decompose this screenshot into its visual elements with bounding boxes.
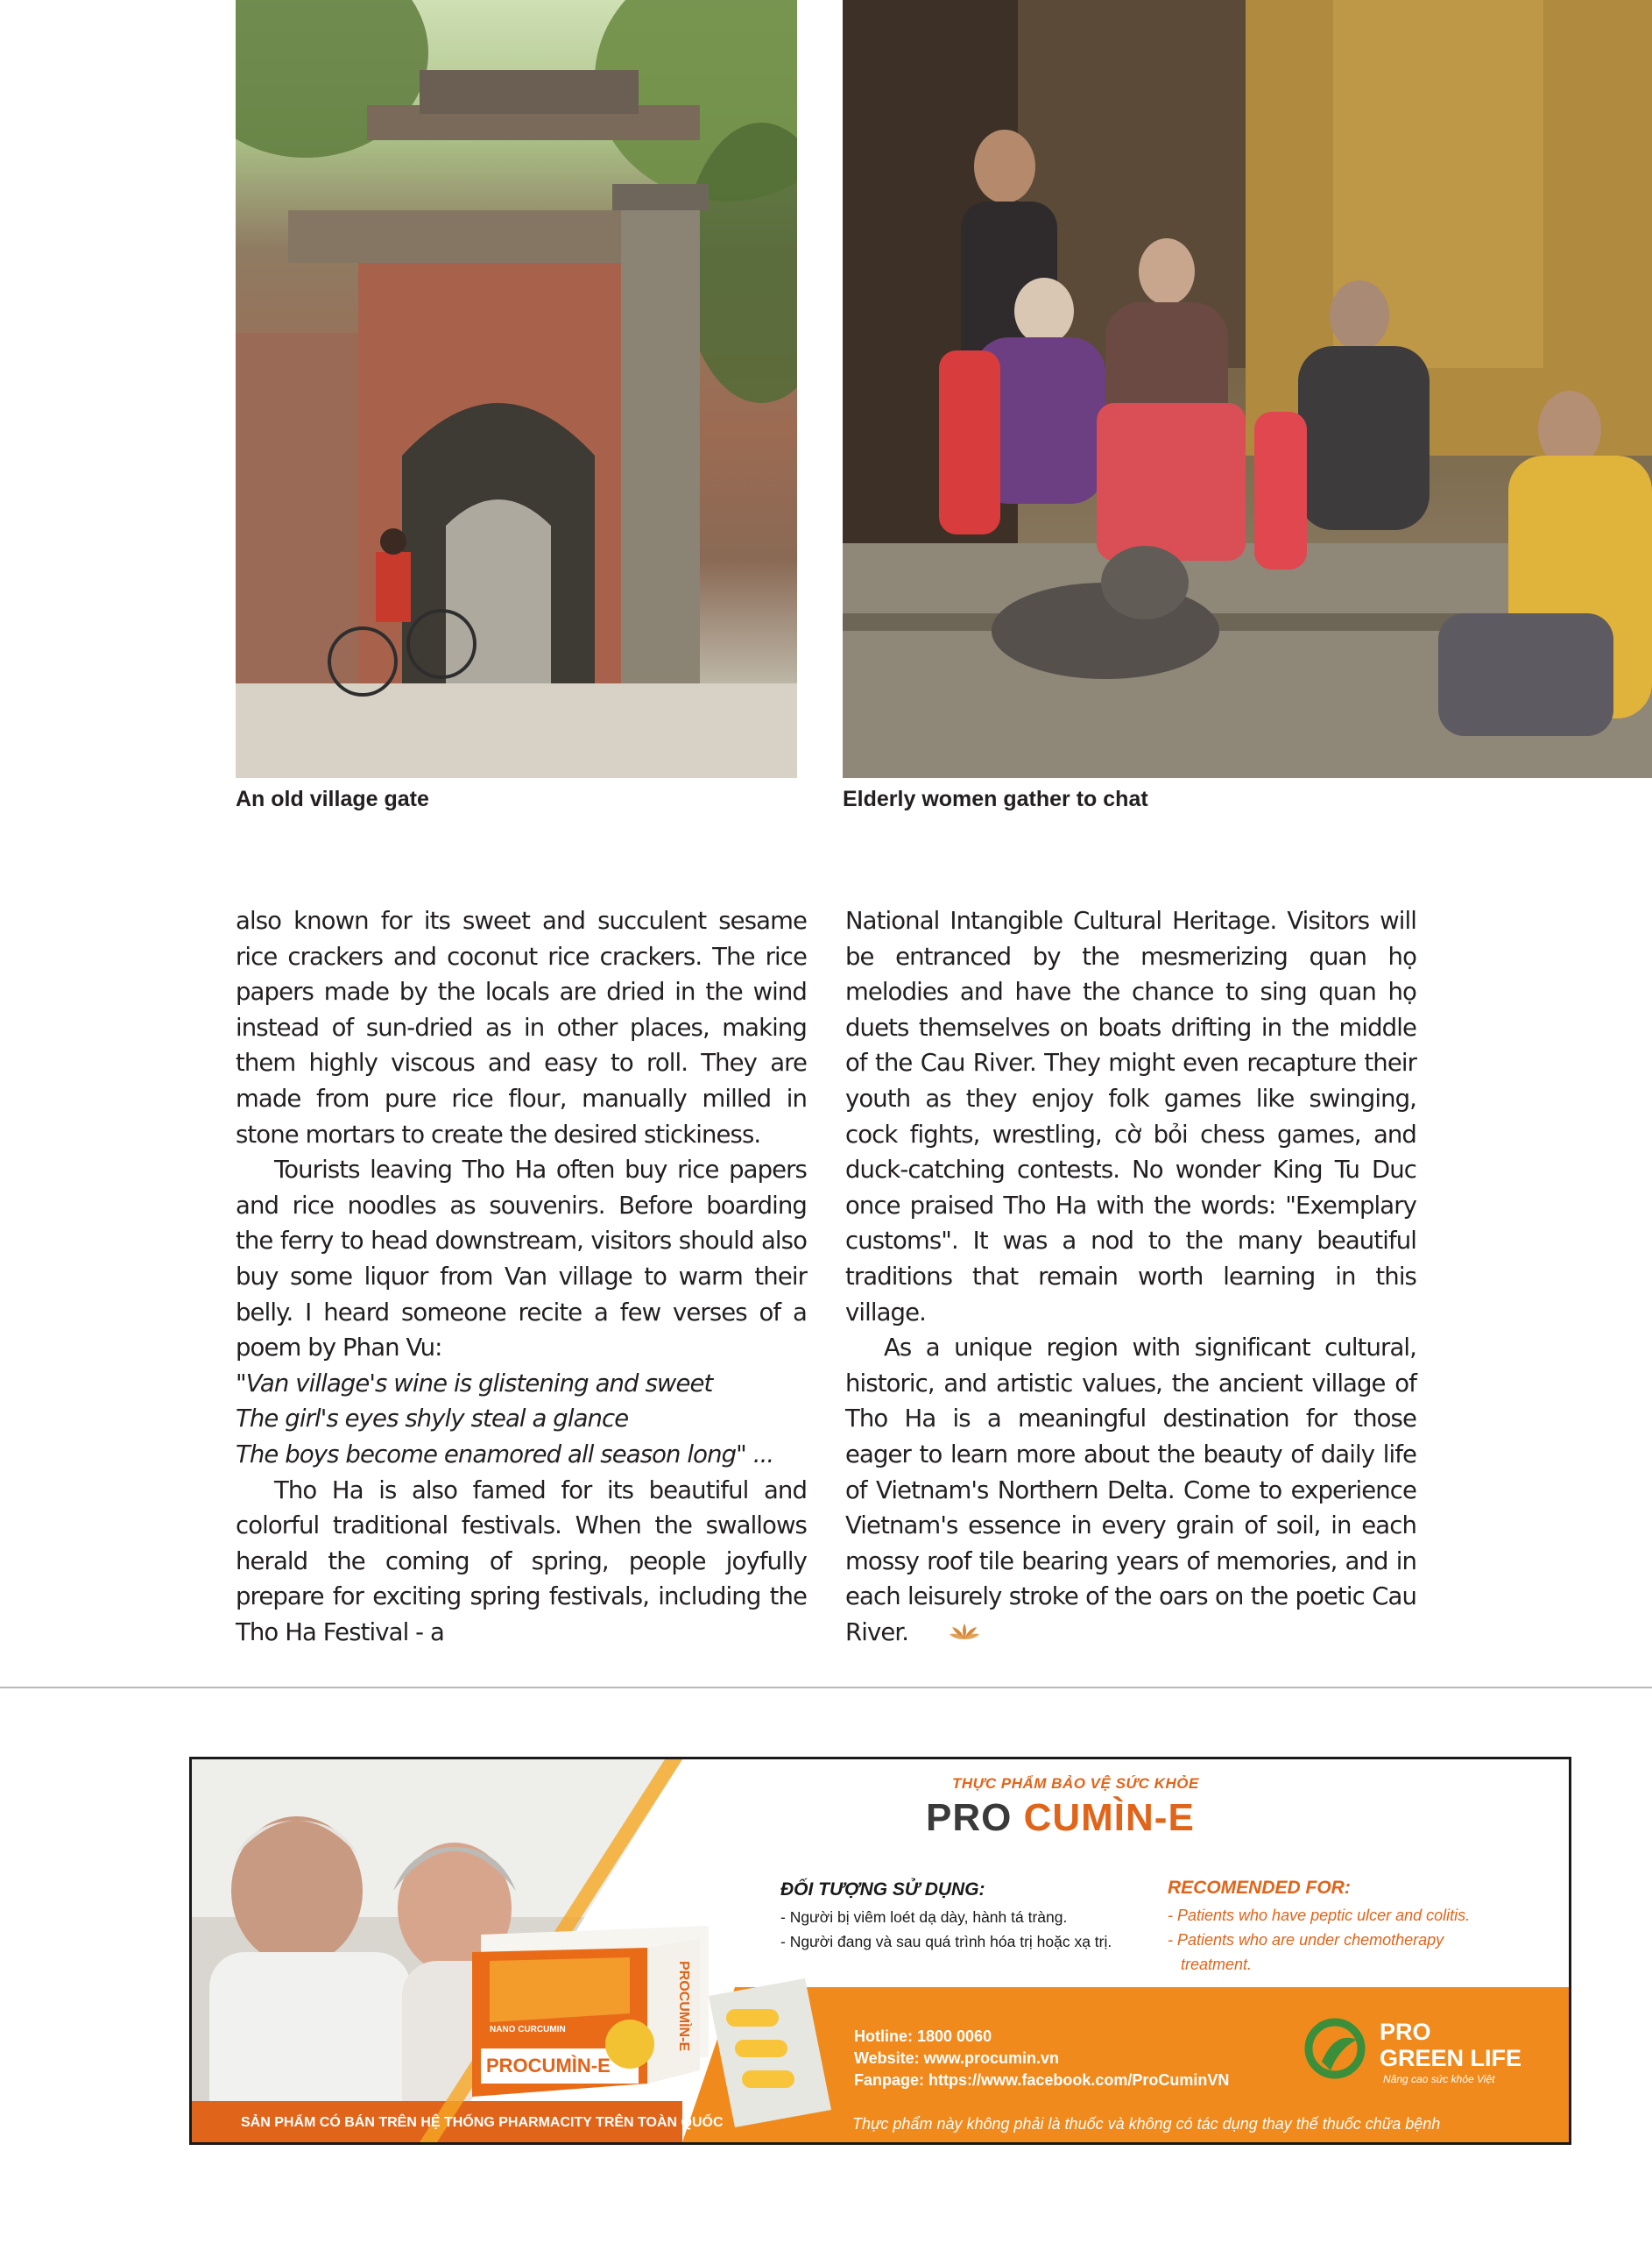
ad-hotline: Hotline: 1800 0060 (854, 2027, 992, 2045)
ad-logo-slogan: Nâng cao sức khỏe Việt (1383, 2073, 1495, 2085)
box-side-label: PROCUMÌN-E (676, 1961, 691, 2052)
photo-elderly-women (843, 0, 1652, 778)
ad-vn-item: - Người bị viêm loét dạ dày, hành tá tràng. (780, 1908, 1068, 1926)
elderly-women-illustration (843, 0, 1652, 778)
section-divider (0, 1687, 1652, 1688)
ad-footer-left: SẢN PHẨM CÓ BÁN TRÊN HỆ THỐNG PHARMACITY TRÊN TOÀN QUỐC (241, 2115, 724, 2130)
poem-line: The girl's eyes shyly steal a glance (236, 1405, 629, 1433)
box-brand-label: PROCUMÌN-E (486, 2055, 611, 2077)
poem-line: The boys become enamored all season long" ... (236, 1440, 774, 1468)
ad-en-item: - Patients who are under chemotherapy (1168, 1931, 1444, 1949)
village-gate-illustration (236, 0, 797, 778)
ad-brand-pro: PRO (926, 1796, 1013, 1839)
article-right-column (845, 903, 1416, 1651)
paragraph-final (845, 1330, 1416, 1651)
ad-en-heading: RECOMENDED FOR: (1168, 1878, 1351, 1898)
lotus-end-mark-icon (910, 1616, 980, 1652)
ad-tagline: THỰC PHẨM BẢO VỆ SỨC KHỎE (952, 1775, 1199, 1792)
caption-village-gate: An old village gate (236, 787, 429, 811)
paragraph: National Intangible Cultural Heritage. Visitors will be entranced by the mesmerizing quan họ melodies and have the chance to sing quan họ duets themselves on boats drifting in the middle of the Cau River. They might even recapture their youth as they enjoy folk games like swinging, cock fights, wrestling, cờ bỏi chess games, and duck-catching contests. No wonder King Tu Duc once praised Tho Ha with the words: "Exemplary customs". It was a nod to the many beautiful traditions that remain worth learning in this village. (845, 907, 1416, 1327)
paragraph: also known for its sweet and succulent sesame rice crackers and coconut rice crackers. The rice papers made by the locals are dried in the wind instead of sun-dried as in other places, making them highly viscous and easy to roll. They are made from pure rice flour, manually milled in stone mortars to create the desired stickiness. (236, 907, 807, 1149)
ad-vn-item: - Người đang và sau quá trình hóa trị hoặc xạ trị. (780, 1933, 1112, 1950)
box-small-label: NANO CURCUMIN (490, 2025, 566, 2034)
paragraph-text: As a unique region with significant cultural, historic, and artistic values, the ancient village of Tho Ha is a meaningful destination for those eager to learn more about the beauty of daily life of Vietnam's Northern Delta. Come to experience Vietnam's essence in every grain of soil, in each mossy roof tile bearing years of memories, and in each leisurely stroke of the oars on the poetic Cau River. (845, 1334, 1416, 1646)
ad-vn-heading: ĐỐI TƯỢNG SỬ DỤNG: (780, 1879, 985, 1900)
ad-logo-green-life: GREEN LIFE (1380, 2045, 1522, 2071)
poem-line: "Van village's wine is glistening and sweet (236, 1369, 713, 1397)
ad-logo-pro: PRO (1380, 2019, 1431, 2045)
paragraph: Tho Ha is also famed for its beautiful and colorful traditional festivals. When the swallows herald the coming of spring, people joyfully prepare for exciting spring festivals, including the Tho Ha Festival - a (236, 1475, 807, 1646)
ad-fanpage: Fanpage: https://www.facebook.com/ProCuminVN (854, 2071, 1230, 2089)
procumin-advertisement (189, 1757, 1571, 2145)
ad-footer-right: Thực phẩm này không phải là thuốc và không có tác dụng thay thế thuốc chữa bệnh (852, 2115, 1441, 2133)
ad-brand-cumin: CUMÌN-E (1023, 1796, 1195, 1839)
ad-website: Website: www.procumin.vn (854, 2049, 1060, 2067)
article-left-column (236, 903, 807, 1650)
paragraph: Tourists leaving Tho Ha often buy rice papers and rice noodles as souvenirs. Before boarding the ferry to head downstream, visitors should also buy some liquor from Van village to warm their belly. I heard someone recite a few verses of a poem by Phan Vu: (236, 1156, 807, 1362)
ad-brand (926, 1796, 1195, 1840)
photo-old-village-gate (236, 0, 797, 778)
caption-elderly-women: Elderly women gather to chat (843, 787, 1148, 811)
ad-en-item: - Patients who have peptic ulcer and colitis. (1168, 1907, 1471, 1924)
ad-en-item: treatment. (1181, 1956, 1253, 1973)
